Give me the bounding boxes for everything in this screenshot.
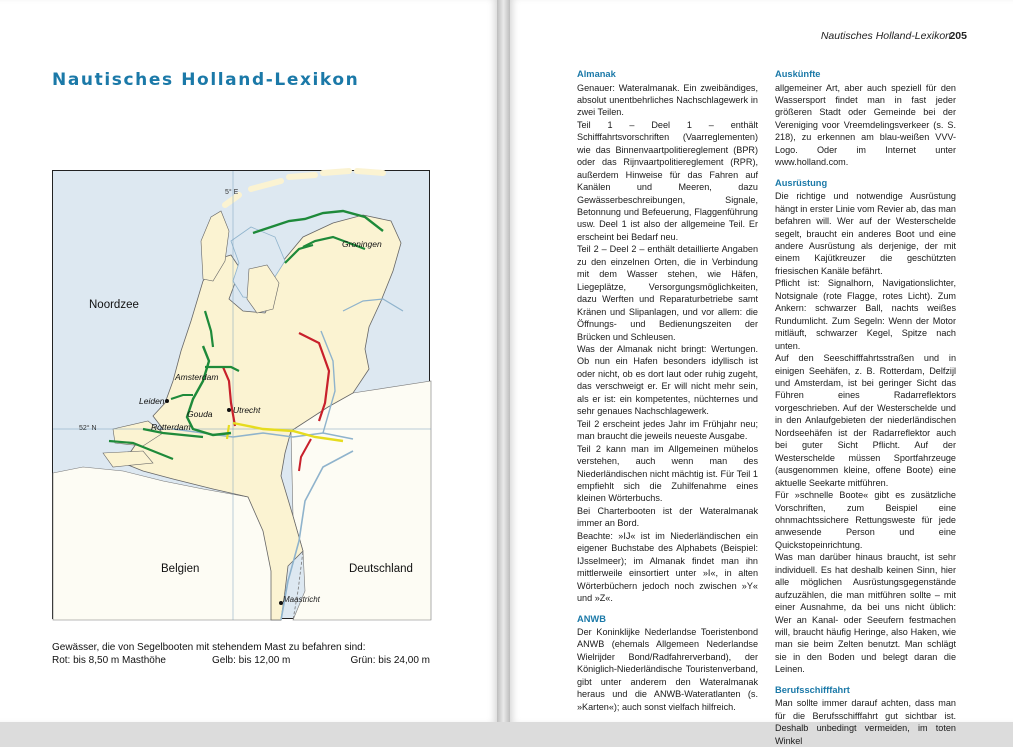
- paragraph: Teil 2 – Deel 2 – enthält detaillierte Angaben zu den einzelnen Orten, die in Verbindung mit dem Wasser stehen, wie Häfen, Liegeplätze, Versorgungsmöglichkeiten, dazu Werften und Reparaturbetriebe samt Kränen und Slipanlagen, und vor allem: die Öffnungs- und Bedienungszeiten der Brücken und Schleusen.: [577, 244, 758, 342]
- entry-heading-anwb: ANWB: [577, 613, 606, 624]
- maastricht-label: Maastricht: [283, 595, 320, 604]
- paragraph: Teil 2 kann man im Allgemeinen mühelos verstehen, auch wenn man des Niederländischen nicht mächtig ist. Für Teil 1 empfiehlt sich die Zuhilfenahme eines kleinen Wörterbuchs.: [577, 443, 758, 504]
- entry-heading-auskuenfte: Auskünfte: [775, 69, 821, 79]
- legend-yellow: Gelb: bis 12,00 m: [212, 655, 291, 666]
- right-page: [510, 0, 1013, 746]
- paragraph: Teil 2 erscheint jedes Jahr im Frühjahr neu; man braucht die jeweils neueste Ausgabe.: [577, 418, 758, 442]
- book-gutter: [497, 0, 510, 722]
- legend-red: Rot: bis 8,50 m Masthöhe: [52, 655, 166, 666]
- legend-green: Grün: bis 24,00 m: [350, 655, 430, 666]
- entry-heading-ausruestung: Ausrüstung: [775, 177, 828, 188]
- rotterdam-label: Rotterdam: [151, 422, 191, 432]
- netherlands-map: [52, 170, 430, 619]
- paragraph: Der Koninklijke Nederlandse Toeristenbond ANWB (ehemals Allgemeen Nederlandse Wielrijder Bond/Radfahrerverband), der Königlich-Niederländische Touristenverband, gibt unter anderem den Wateralmanak heraus und die ANWB-Wateratlanten (s. »Karten«); auch sonst vielfach hilfreich.: [577, 627, 758, 712]
- utrecht-label: Utrecht: [233, 405, 261, 415]
- amsterdam-label: Amsterdam: [175, 372, 219, 382]
- entry-heading-almanak: Almanak: [577, 69, 616, 79]
- paragraph: Was man darüber hinaus braucht, ist sehr individuell. Es hat deshalb keinen Sinn, hier alle möglichen Ausrüstungsgegenstände aufzuzählen, die man mitführen sollte – mit einer Ausnahme, da bei uns nicht üblich: Wer an Kanal- oder Seeufern festmachen will, braucht häufig Heringe, also Haken, wie man sie beim Zelten benutzt. Man schlägt sie in den Boden und belegt daran die Leinen.: [775, 552, 956, 675]
- legend-values: [52, 654, 430, 667]
- paragraph: Beachte: »IJ« ist im Niederländischen ein eigener Buchstabe des Alphabets (Beispiel: IJsselmeer); im Almanak findet man ihn mittlerweile einsortiert unter »I«, in alten Wörterbüchern jedoch noch zwischen »Y« und »Z«.: [577, 530, 758, 604]
- meridian-label: 5° E: [225, 189, 239, 196]
- running-head: Nautisches Holland-Lexikon: [820, 30, 951, 42]
- parallel-label: 52° N: [79, 425, 97, 432]
- gouda-label: Gouda: [187, 409, 213, 419]
- text-column-1: [577, 68, 758, 713]
- paragraph: Pflicht ist: Signalhorn, Navigationslichter, Notsignale (rote Flagge, rotes Licht). Zum Ankern: schwarzer Ball, nachts weißes Rundumlicht. Zum Segeln: Wenn der Motor mitläuft, schwarzer Kegel, Spitze nach unten.: [775, 278, 956, 351]
- legend-caption: Gewässer, die von Segelbooten mit stehendem Mast zu befahren sind:: [52, 642, 366, 653]
- page-title: Nautisches Holland-Lexikon: [52, 70, 360, 90]
- belgien-label: Belgien: [161, 563, 200, 575]
- map-legend: [52, 641, 430, 667]
- paragraph: Für »schnelle Boote« gibt es zusätzliche Vorschriften, zum Beispiel eine ohnmachtssichere Rettungsweste für jede anwesende Person und eine Quickstopeinrichtung.: [775, 490, 956, 550]
- paragraph: Man sollte immer darauf achten, dass man für die Berufsschifffahrt gut sichtbar ist. Deshalb unbedingt vermeiden, im toten Winkel: [775, 698, 956, 746]
- leiden-dot: [165, 399, 169, 403]
- paragraph: Was der Almanak nicht bringt: Wertungen. Ob nun ein Hafen besonders idyllisch ist oder nicht, ob es dort laut oder ruhig zugeht, das verschweigt er. Er will nicht mehr sein, als er ist: ein kompetentes, nüchternes und sehr genaues Nachschlagewerk.: [577, 344, 758, 417]
- paragraph: Teil 1 – Deel 1 – enthält Schifffahrtsvorschriften (Vaarreglementen) wie das Binnenvaartpolitiereglement (BPR) oder das Rijnvaartpolitiereglement (RPR), außerdem Hinweise für das Fahren auf Kanälen und Meeren, dazu Gewässerbeschreibungen, Signale, Betonnung und Befeuerung, Flaggenführung usw. Deel 1 ist also der allgemeine Teil. Er erscheint bei Bedarf neu.: [577, 119, 758, 242]
- leiden-label: Leiden: [139, 396, 165, 406]
- text-column-2: [775, 68, 956, 747]
- paragraph: Bei Charterbooten ist der Wateralmanak immer an Bord.: [577, 505, 758, 529]
- utrecht-dot: [227, 408, 231, 412]
- deutschland-label: Deutschland: [349, 563, 413, 575]
- page-number: 205: [949, 30, 967, 42]
- noordzee-label: Noordzee: [89, 299, 139, 311]
- groningen-label: Groningen: [342, 239, 382, 249]
- paragraph: Genauer: Wateralmanak. Ein zweibändiges, absolut unentbehrliches Nachschlagewerk in zwei Teilen.: [577, 82, 758, 118]
- entry-heading-berufsschifffahrt: Berufsschifffahrt: [775, 684, 850, 695]
- left-page: [0, 0, 497, 722]
- paragraph: Auf den Seeschifffahrtsstraßen und in einigen Seehäfen, z. B. Rotterdam, Delfzijl und Amsterdam, ist bei geringer Sicht das Führen eines Radarreflektors vorgeschrieben. Auf der Westerschelde und in den Anlaufgebieten der niederländischen Nordseehäfen ist der Radarreflektor auch bei guter Sicht Pflicht. Auf der Westerschelde müssen Sportfahrzeuge (ausgenommen kleine, offene Boote) eine aktuelle Seekarte mitführen.: [775, 353, 956, 488]
- wadden-islands: [225, 171, 383, 205]
- maastricht-dot: [279, 601, 283, 605]
- paragraph: Die richtige und notwendige Ausrüstung hängt in erster Linie vom Revier ab, das man befahren will. Wer auf der Westerschelde segelt, braucht ein anderes Boot und eine andere Ausrüstung als derjenige, der mit einem Kajütkreuzer die geschützten friesischen Kanäle befährt.: [775, 191, 956, 276]
- paragraph: allgemeiner Art, aber auch speziell für den Wassersport findet man in fast jeder größeren Stadt oder Gemeinde bei der Vereniging voor Vreemdelingsverkeer (s. S. 218), zu erkennen am blau-weißen VVV-Logo. Oder im Internet unter www.holland.com.: [775, 82, 956, 168]
